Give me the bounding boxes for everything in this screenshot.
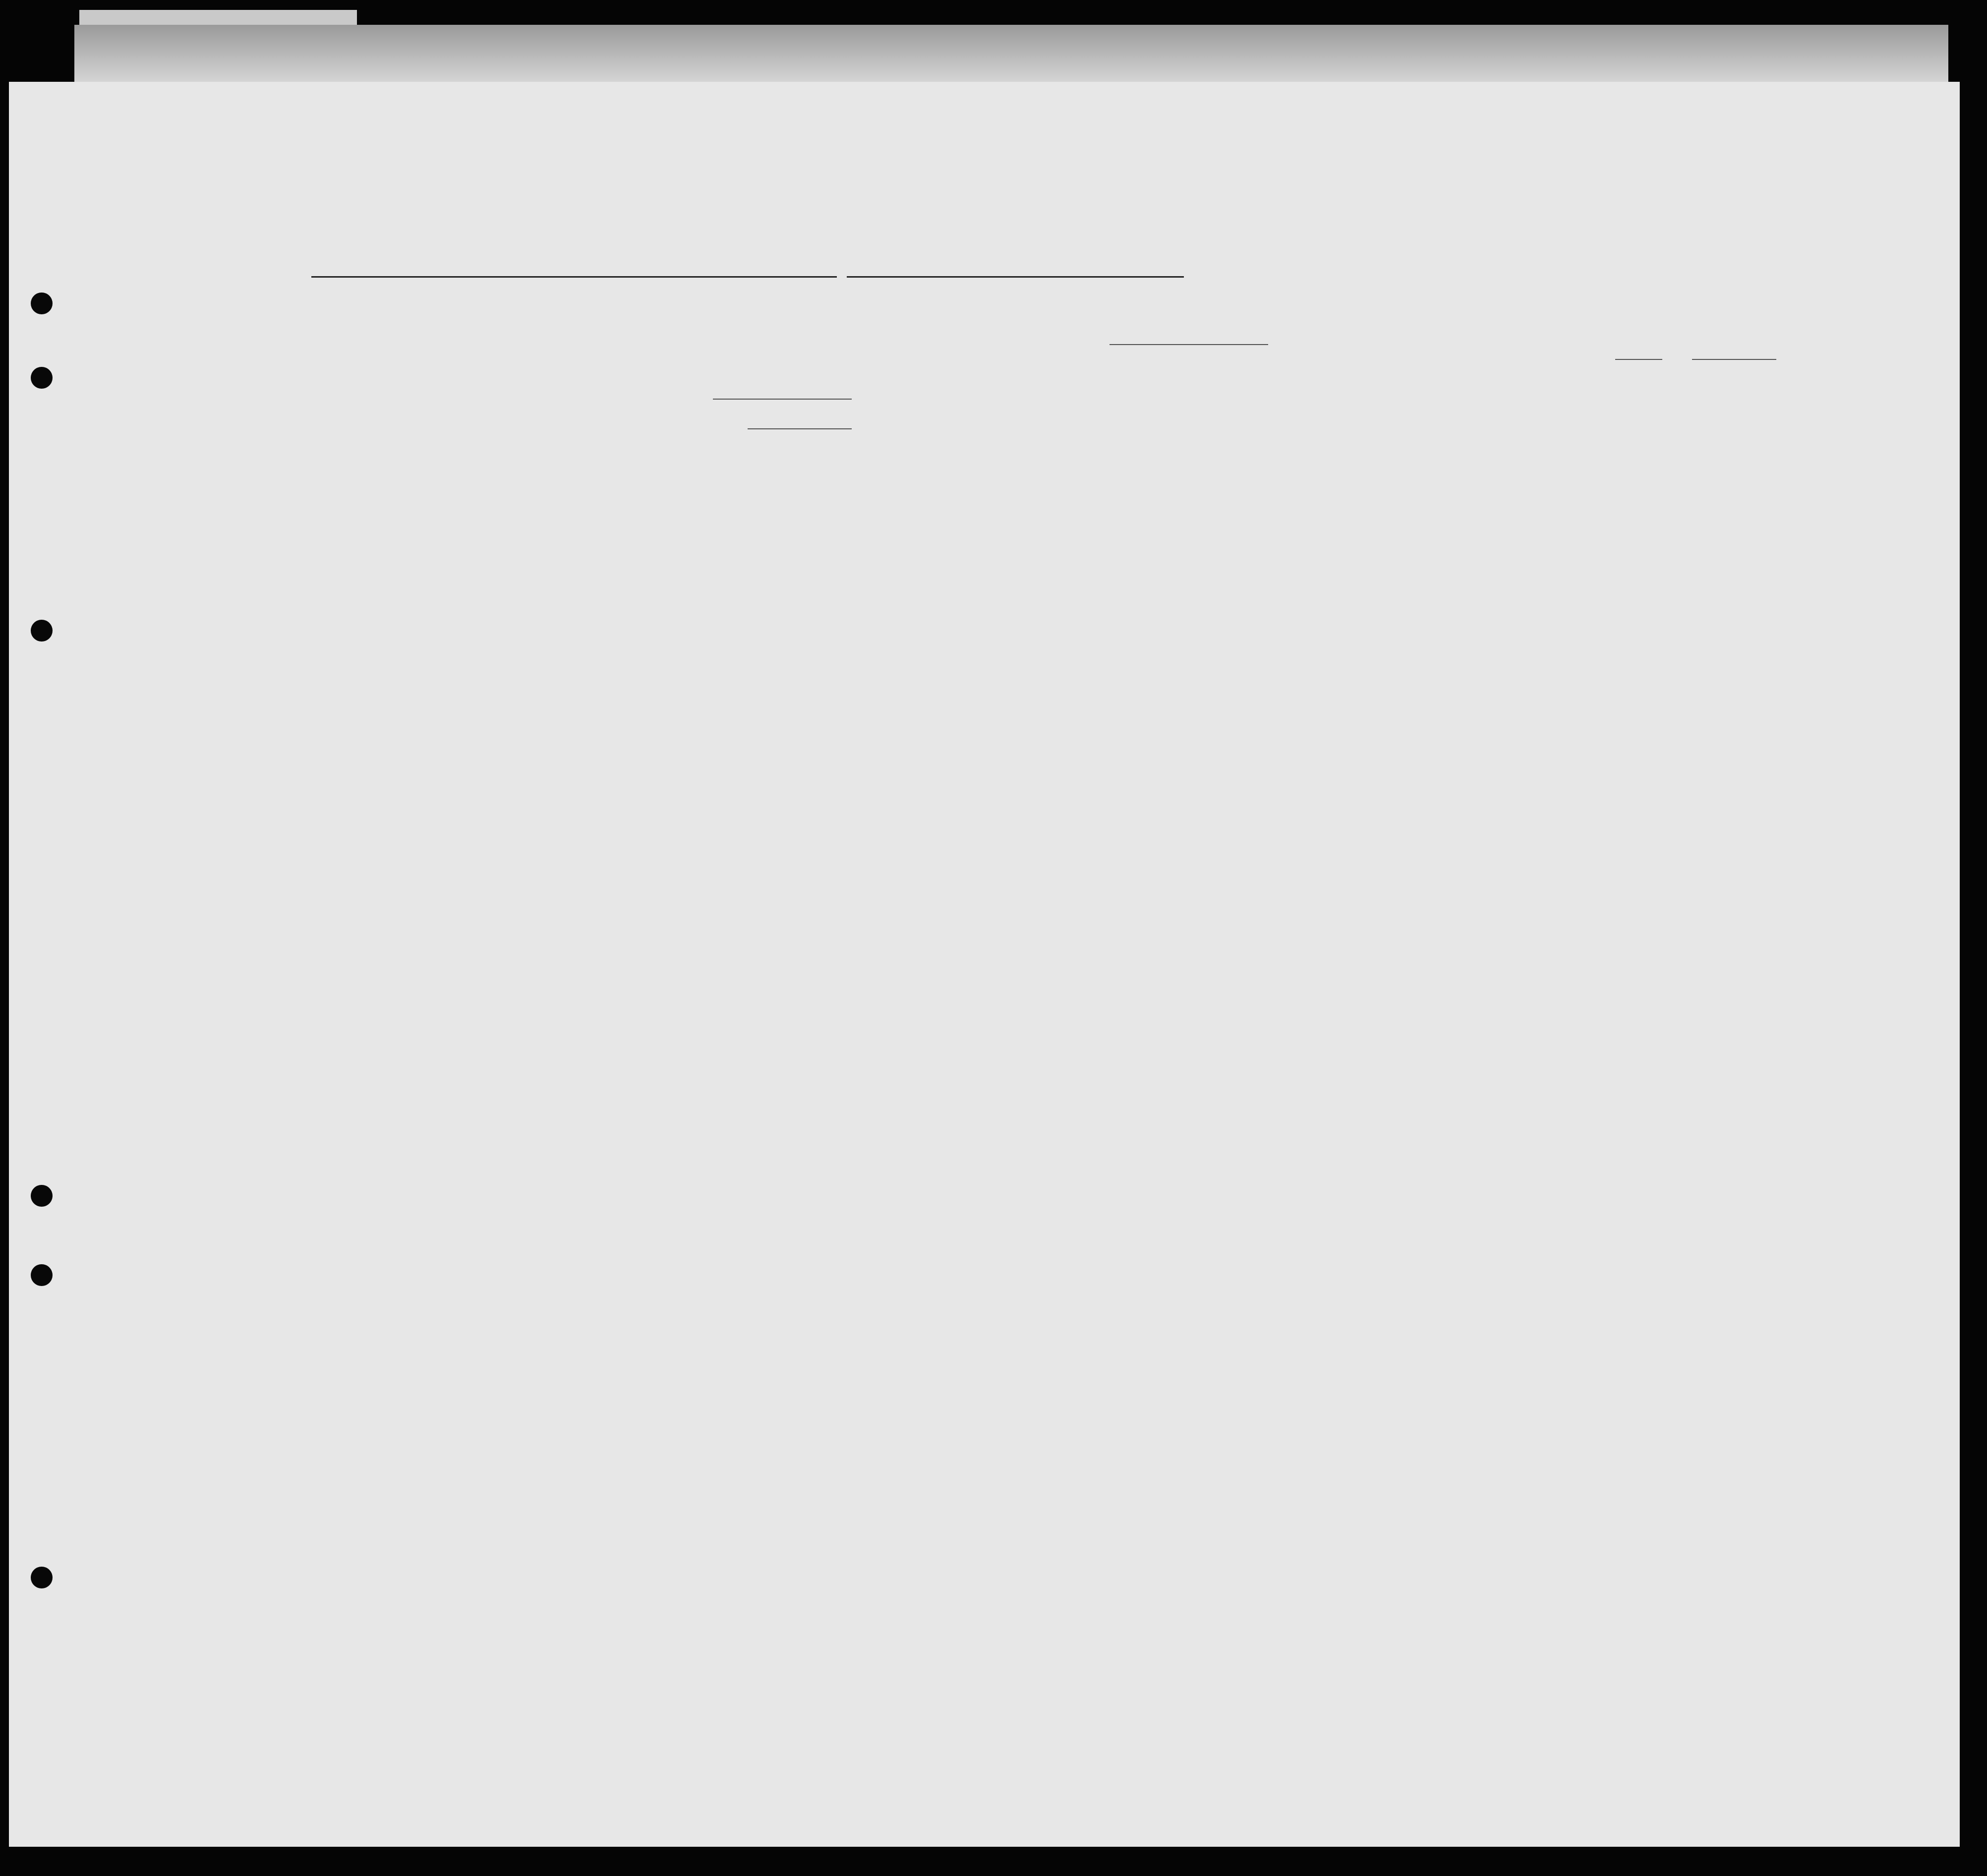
manifest-sheet [9, 82, 1960, 1847]
binder-hole [31, 620, 53, 642]
binder-hole [31, 1264, 53, 1286]
binder-hole [31, 367, 53, 389]
binder-hole [31, 1567, 53, 1588]
scan-edge [74, 25, 1948, 89]
binder-hole [31, 293, 53, 314]
table-grid [9, 82, 1960, 1847]
binder-hole [31, 1185, 53, 1207]
